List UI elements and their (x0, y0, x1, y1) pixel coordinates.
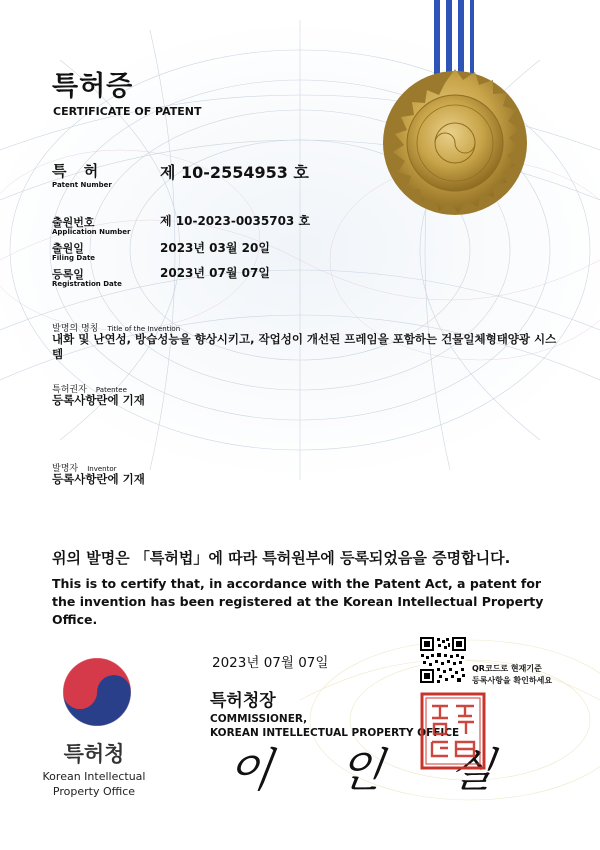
filing-date-label: 출원일 (52, 242, 84, 255)
patentee-label-en: Patentee (95, 386, 127, 394)
qr-caption-line1: QR코드로 현재기준 (472, 664, 542, 673)
application-number-label-en: Application Number (52, 228, 131, 236)
registration-date-label-en: Registration Date (52, 280, 122, 288)
qr-code (420, 637, 466, 683)
office-name-ko: 특허청 (63, 742, 125, 766)
application-number-label: 출원번호 (52, 216, 95, 229)
office-name-en (0, 769, 188, 799)
invention-title-line1: 내화 및 난연성, 방습성능을 향상시키고, 작업성이 개선된 프레임을 포함하는 건물일체형태양광 시스 (52, 332, 557, 346)
qr-caption (472, 663, 552, 687)
filing-date-value: 2023년 03월 20일 (160, 241, 270, 255)
registration-date-label: 등록일 (52, 268, 84, 281)
certificate-title-en: CERTIFICATE OF PATENT (53, 105, 202, 118)
patent-number-label: 특 허 (52, 162, 105, 180)
invention-title-line2: 템 (52, 347, 64, 361)
filing-date-label-en: Filing Date (52, 254, 96, 262)
qr-caption-line2: 등록사항을 확인하세요 (472, 676, 553, 685)
official-seal (420, 692, 486, 770)
inventor-value: 등록사항란에 기재 (52, 472, 145, 486)
certification-statement-ko: 위의 발명은 「특허법」에 따라 특허원부에 등록되었음을 증명합니다. (52, 549, 511, 567)
patentee-label: 특허권자 (52, 385, 87, 395)
patentee-value: 등록사항란에 기재 (52, 393, 145, 407)
certificate-title: 특허증 (52, 71, 134, 102)
seal-stamp-icon (420, 692, 486, 770)
invention-title-label: 발명의 명칭 (52, 324, 99, 334)
office-name-en-line1: Korean Intellectual (42, 770, 146, 783)
issue-date: 2023년 07월 07일 (212, 655, 329, 671)
application-number-value: 제 10-2023-0035703 호 (160, 214, 311, 228)
patent-number-value: 제 10-2554953 호 (160, 163, 309, 182)
inventor-label-en: Inventor (87, 465, 117, 473)
inventor-label: 발명자 (52, 464, 79, 474)
registration-date-value: 2023년 07월 07일 (160, 266, 270, 280)
commissioner-title: 특허청장 (210, 691, 276, 711)
commissioner-title-en-line2: KOREAN INTELLECTUAL PROPERTY OFFICE (210, 727, 460, 739)
certification-statement-en: This is to certify that, in accordance with the Patent Act, a patent for the invention has been registered at the Korean Intellectual Property Office. (52, 576, 544, 627)
invention-title-label-en: Title of the Invention (107, 325, 181, 333)
kipo-logo (63, 658, 131, 726)
office-name-en-line2: Property Office (52, 785, 136, 798)
commissioner-signature: 이 인 실 (223, 743, 524, 797)
patent-number-label-en: Patent Number (52, 181, 112, 189)
commissioner-title-en-line1: COMMISSIONER, (210, 713, 308, 725)
